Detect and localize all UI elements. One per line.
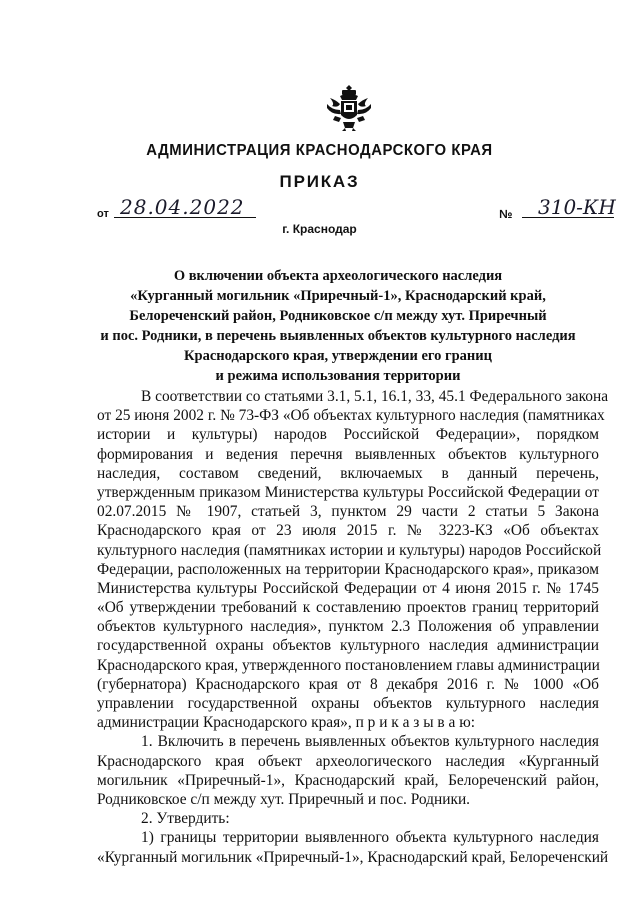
body-line: культурного наследия (памятниках истории и культуры) народов Российской bbox=[97, 541, 602, 559]
title-line: «Курганный могильник «Приречный-1», Краснодарский край, bbox=[130, 288, 546, 304]
city-line: г. Краснодар bbox=[282, 222, 357, 236]
handwritten-date: 28.04.2022 bbox=[120, 195, 245, 219]
body-line: «Об утверждении требований к составлению проектов границ территорий bbox=[97, 599, 599, 617]
body-line: Федерации, расположенных на территории Краснодарского края», приказом bbox=[97, 560, 599, 578]
title-line: Белореченский район, Родниковское с/п между хут. Приречный bbox=[129, 308, 547, 324]
date-label: от bbox=[97, 208, 109, 220]
body-line: 1) границы территории выявленного объекта культурного наследия bbox=[141, 829, 599, 847]
title-line: Краснодарского края, утверждении его границ bbox=[184, 348, 492, 364]
body-line: «Курганный могильник «Приречный-1», Краснодарский край, Белореченский bbox=[97, 848, 609, 866]
body-line: от 25 июня 2002 г. № 73-ФЗ «Об объектах культурного наследия (памятниках bbox=[97, 407, 605, 425]
body-line: наследия, составом сведений, включаемых в данный перечень, bbox=[97, 464, 599, 482]
body-line: 02.07.2015 № 1907, статьей 3, пунктом 29 части 2 статьи 5 Закона bbox=[97, 503, 599, 521]
body-line: Краснодарского края объект археологического наследия «Курганный bbox=[97, 752, 599, 770]
body-line: Краснодарского края, утвержденного постановлением главы администрации bbox=[97, 656, 600, 674]
title-line: и пос. Родники, в перечень выявленных объектов культурного наследия bbox=[100, 328, 576, 344]
body-line: администрации Краснодарского края», п р и к а з ы в а ю: bbox=[97, 714, 475, 732]
body-line: В соответствии со статьями 3.1, 5.1, 16.1, 33, 45.1 Федерального закона bbox=[141, 388, 609, 405]
title-line: О включении объекта археологического наследия bbox=[173, 268, 503, 284]
body-line: (губернатора) Краснодарского края от 8 декабря 2016 г. № 1000 «Об bbox=[97, 675, 599, 693]
body-line: утвержденным приказом Министерства культуры Российской Федерации от bbox=[97, 483, 599, 501]
body-line: Министерства культуры Российской Федерации от 4 июня 2015 г. № 1745 bbox=[97, 579, 599, 597]
document-type: ПРИКАЗ bbox=[279, 172, 360, 191]
body-line: истории и культуры) народов Российской Федерации», порядком bbox=[97, 426, 599, 444]
body-line: государственной охраны объектов культурного наследия администрации bbox=[97, 637, 599, 655]
body-line: 2. Утвердить: bbox=[141, 810, 230, 828]
handwritten-number: 310-КН bbox=[538, 195, 616, 219]
body-line: формирования и ведения перечня выявленных объектов культурного bbox=[97, 445, 599, 463]
coat-of-arms-emblem bbox=[325, 82, 373, 132]
number-label: № bbox=[499, 207, 513, 221]
body-line: Краснодарского края от 23 июля 2015 г. № 3223-КЗ «Об объектах bbox=[97, 522, 599, 540]
body-line: объектов культурного наследия», пунктом 2.3 Положения об управлении bbox=[97, 618, 599, 636]
body-line: 1. Включить в перечень выявленных объектов культурного наследия bbox=[141, 733, 599, 751]
title-line: и режима использования территории bbox=[215, 368, 461, 384]
body-line: управлении государственной охраны объектов культурного наследия bbox=[97, 695, 599, 712]
order-body bbox=[97, 387, 609, 867]
organization-name: АДМИНИСТРАЦИЯ КРАСНОДАРСКОГО КРАЯ bbox=[146, 142, 493, 159]
body-line: Родниковское с/п между хут. Приречный и пос. Родники. bbox=[97, 790, 471, 808]
body-line: могильник «Приречный-1», Краснодарский край, Белореченский район, bbox=[97, 771, 599, 789]
order-title bbox=[95, 266, 581, 386]
